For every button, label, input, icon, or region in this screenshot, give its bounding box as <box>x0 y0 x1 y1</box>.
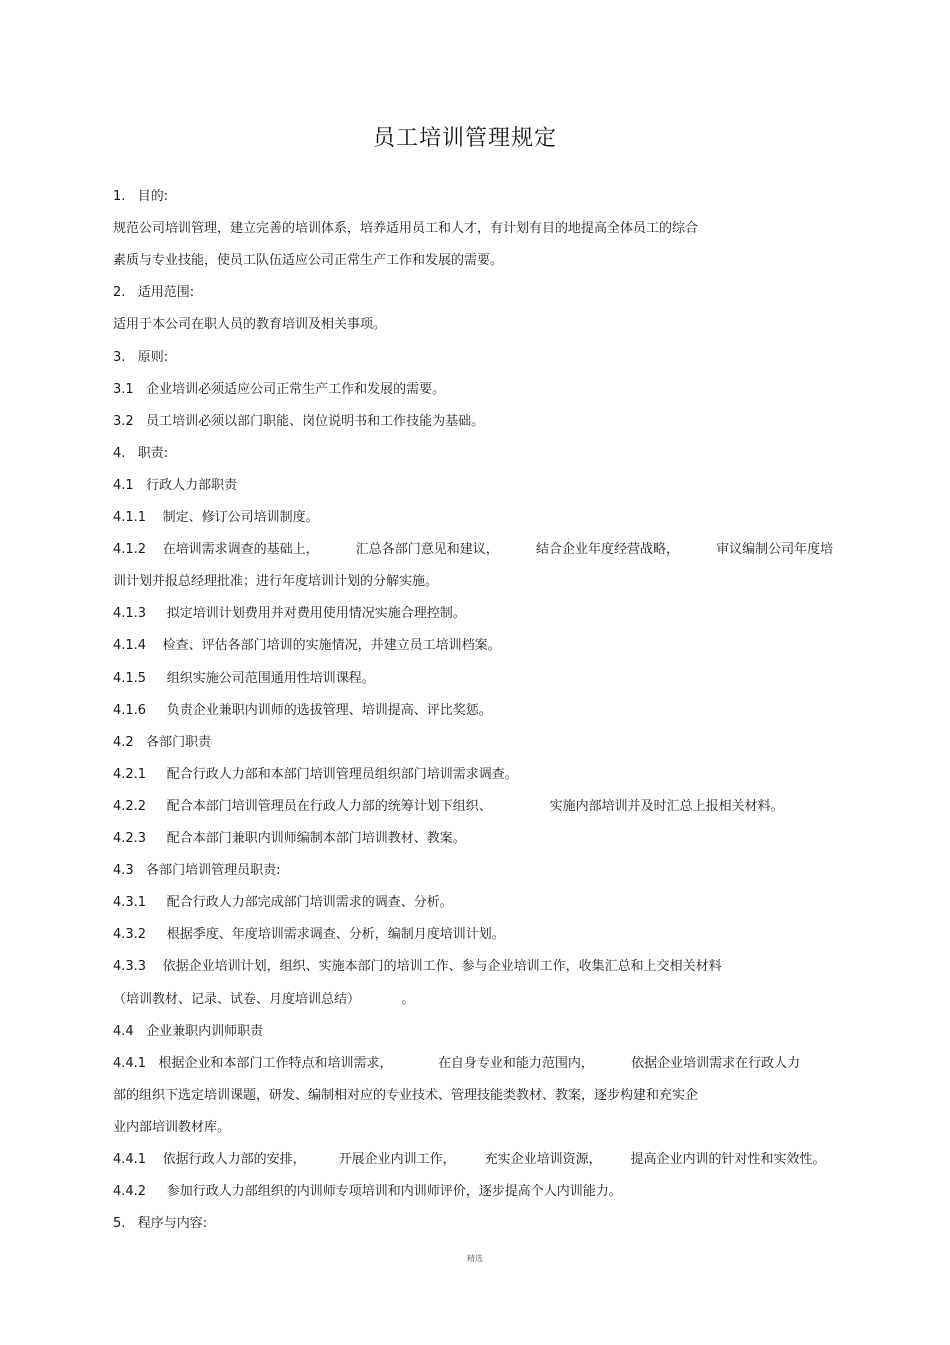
document-line: 4.1.4 检查、评估各部门培训的实施情况，并建立员工培训档案。 <box>113 638 501 653</box>
document-line: （培训教材、记录、试卷、月度培训总结） 。 <box>113 992 415 1007</box>
document-line: 4. 职责: <box>113 446 169 461</box>
document-line: 4.4.1 根据企业和本部门工作特点和培训需求， 在自身专业和能力范围内， 依据企业培训需求在行政人力 <box>113 1056 801 1071</box>
document-line: 训计划并报总经理批准；进行年度培训计划的分解实施。 <box>113 574 439 589</box>
document-line: 4.1.5 组织实施公司范围通用性培训课程。 <box>113 671 375 686</box>
document-line: 3.1 企业培训必须适应公司正常生产工作和发展的需要。 <box>113 382 446 397</box>
document-line: 2. 适用范围: <box>113 285 195 300</box>
document-line: 业内部培训教材库。 <box>113 1120 231 1135</box>
document-line: 素质与专业技能，使员工队伍适应公司正常生产工作和发展的需要。 <box>113 253 504 268</box>
document-line: 4.3.3 依据企业培训计划，组织、实施本部门的培训工作、参与企业培训工作，收集汇总和上交相关材料 <box>113 959 722 974</box>
document-line: 3. 原则: <box>113 350 169 365</box>
document-line: 4.3.1 配合行政人力部完成部门培训需求的调查、分析。 <box>113 895 453 910</box>
document-line: 4.2 各部门职责 <box>113 735 212 750</box>
document-line: 4.4.2 参加行政人力部组织的内训师专项培训和内训师评价，逐步提高个人内训能力。 <box>113 1184 622 1199</box>
document-line: 4.1.3 拟定培训计划费用并对费用使用情况实施合理控制。 <box>113 606 466 621</box>
document-line: 4.3 各部门培训管理员职责: <box>113 863 281 878</box>
document-line: 4.4 企业兼职内训师职责 <box>113 1024 264 1039</box>
document-line: 4.1 行政人力部职责 <box>113 478 238 493</box>
document-line: 4.2.1 配合行政人力部和本部门培训管理员组织部门培训需求调查。 <box>113 767 518 782</box>
document-line: 4.1.6 负责企业兼职内训师的选拔管理、培训提高、评比奖惩。 <box>113 703 492 718</box>
document-line: 适用于本公司在职人员的教育培训及相关事项。 <box>113 317 387 332</box>
document-line: 4.2.2 配合本部门培训管理员在行政人力部的统筹计划下组织、 实施内部培训并及时汇总上报相关材料。 <box>113 799 784 814</box>
document-line: 4.2.3 配合本部门兼职内训师编制本部门培训教材、教案。 <box>113 831 466 846</box>
document-line: 部的组织下选定培训课题，研发、编制相对应的专业技术、管理技能类教材、教案，逐步构建和充实企 <box>113 1088 699 1103</box>
page-footer: 精选 <box>467 1254 483 1263</box>
document-line: 规范公司培训管理，建立完善的培训体系，培养适用员工和人才，有计划有目的地提高全体员工的综合 <box>113 221 699 236</box>
document-title: 员工培训管理规定 <box>372 126 557 151</box>
document-line: 4.4.1 依据行政人力部的安排， 开展企业内训工作， 充实企业培训资源， 提高企业内训的针对性和实效性。 <box>113 1152 826 1167</box>
document-line: 1. 目的: <box>113 189 169 204</box>
document-line: 3.2 员工培训必须以部门职能、岗位说明书和工作技能为基础。 <box>113 414 485 429</box>
document-line: 5. 程序与内容: <box>113 1216 208 1231</box>
document-line: 4.1.2 在培训需求调查的基础上， 汇总各部门意见和建议， 结合企业年度经营战略， 审议编制公司年度培 <box>113 542 834 557</box>
document-line: 4.1.1 制定、修订公司培训制度。 <box>113 510 319 525</box>
document-line: 4.3.2 根据季度、年度培训需求调查、分析，编制月度培训计划。 <box>113 927 505 942</box>
